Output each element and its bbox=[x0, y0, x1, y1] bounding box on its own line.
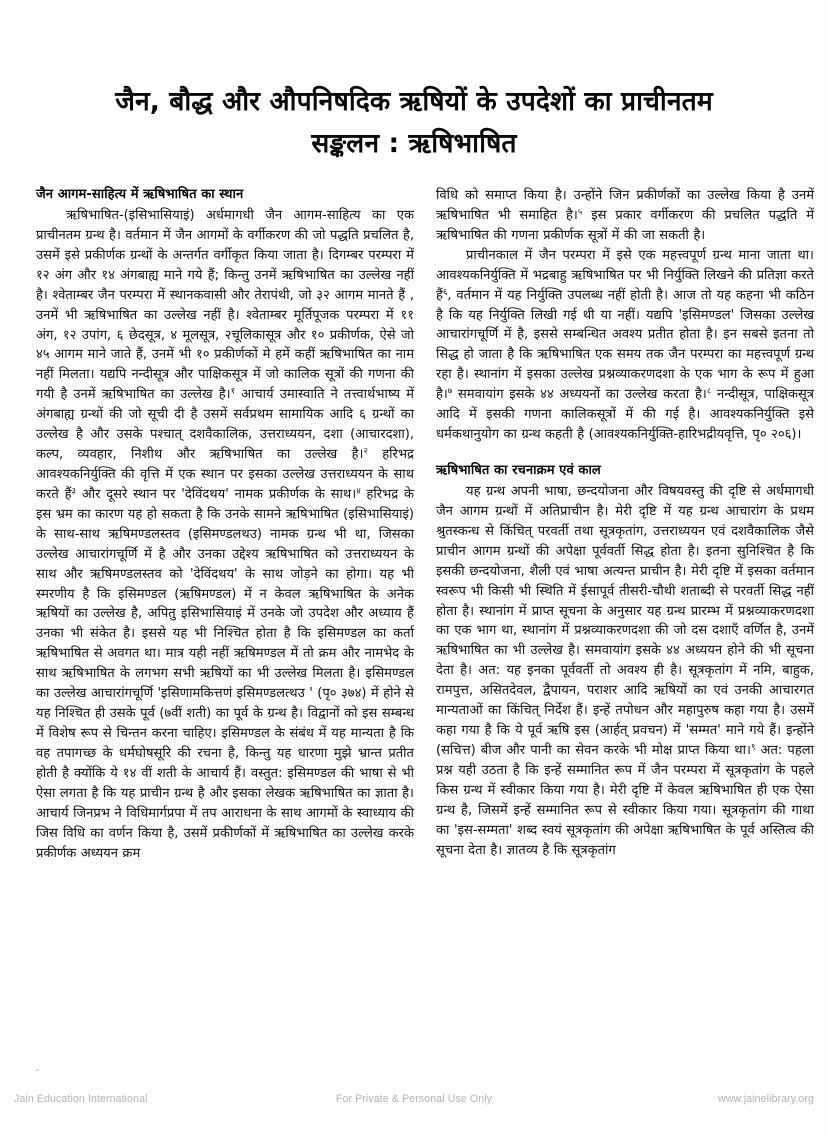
para-text-part-1: प्राचीनकाल में जैन परम्परा में इसे एक महत्त्वपूर्ण ग्रन्थ माना जाता था। आवश्यकनिर्युक्ति में भद्रबाहु ऋषिभाषित पर भी निर्युक्ति लिखने की प्रतिज्ञा करते हैं bbox=[436, 247, 814, 303]
para-text-part-2: , वर्तमान में यह निर्युक्ति उपलब्ध नहीं होती है। आज तो यह कहना भी कठिन है कि यह निर्युक्ति लिखी गई थी या नहीं। यद्यपि 'इसिमण्डल' जिसका उल्लेख आचारांगचूर्णि में है, इससे सम्बन्धित अवश्य प्रतीत होता है। इन सबसे इतना तो सिद्ध हो जाता है कि ऋषिभाषित एक समय तक जैन परम्परा का महत्त्वपूर्ण ग्रन्थ रहा है। स्थानांग में इसका उल्लेख प्रश्नव्याकरणदशा के एक भाग के रूप में हुआ है। bbox=[436, 287, 814, 403]
page-footer bbox=[0, 1091, 828, 1107]
left-column bbox=[36, 186, 414, 1051]
right-section-heading: ऋषिभाषित का रचनाक्रम एवं काल bbox=[436, 462, 601, 478]
right-column bbox=[436, 186, 814, 1051]
footer-center-text: For Private & Personal Use Only bbox=[335, 1093, 493, 1105]
footnote-marker: २ bbox=[363, 446, 368, 457]
para-text-part-1: ऋषिभाषित-(इसिभासियाइं) अर्धमागधी जैन आगम-साहित्य का एक प्राचीनतम ग्रन्थ है। वर्तमान में जैन आगमों के वर्गीकरण की जो पद्धति प्रचलित है, उसमें इसे प्रकीर्णक ग्रन्थों के अन्तर्गत वर्गीकृत किया जाता है। दिगम्बर परम्परा में १२ अंग और १४ अंगबाह्य माने गये हैं; किन्तु उनमें ऋषिभाषित का उल्लेख नहीं है। श्वेताम्बर जैन परम्परा में स्थानकवासी और तेरापंथी, जो ३२ आगम मानते हैं , उनमें भी ऋषिभाषित का उल्लेख नहीं है। श्वेताम्बर मूर्तिपूजक परम्परा में ११ अंग, १२ उपांग, ६ छेदसूत्र, ४ मूलसूत्र, २चूलिकासूत्र और १० प्रकीर्णक, ऐसे जो ४५ आगम माने जाते हैं, उनमें भी १० प्रकीर्णकों मे हमें कहीं ऋषिभाषित का नाम नहीं मिलता। यद्यपि नन्दीसूत्र और पाक्षिकसूत्र में जो कालिक सूत्रों की गणना की गयी है उनमें ऋषिभाषित का उल्लेख है। bbox=[36, 208, 414, 403]
para-text-part-1: यह ग्रन्थ अपनी भाषा, छन्दयोजना और विषयवस्तु की दृष्टि से अर्धमागधी जैन आगम ग्रन्थों में अतिप्राचीन है। मेरी दृष्टि में यह ग्रन्थ आचारांग के प्रथम श्रुतस्कन्ध से किंचित् परवर्ती तथा सूत्रकृतांग, उत्तराध्ययन एवं दशवैकालिक जैसे प्राचीन आगम ग्रन्थों की अपेक्षा पूर्ववर्ती सिद्ध होता है। इतना सुनिश्चित है कि इसकी छन्दयोजना, शैली एवं भाषा अत्यन्त प्राचीन है। मेरी दृष्टि में इसका वर्तमान स्वरूप भी किसी भी स्थिति में ईसापूर्व तीसरी-चौथी शताब्दी से परवर्ती सिद्ध नहीं होता है। स्थानांग में प्राप्त सूचना के अनुसार यह ग्रन्थ प्रारम्भ में प्रश्नव्याकरणदशा का एक भाग था, स्थानांग में प्रश्नव्याकरणदशा की जो दस दशाएँ वर्णित है, उनमें ऋषिभाषित का भी उल्लेख है। समवायांग इसके ४४ अध्ययन होने की भी सूचना देता है। अत: यह इनका पूर्ववर्ती तो अवश्य ही है। सूत्रकृतांग में नमि, बाहुक, रामपुत्त, असितदेवल, द्वैपायन, पराशर आदि ऋषियों का एवं उनकी आचारगत मान्यताओं का किंचित् निर्देश हैं। इन्हें तपोधन और महापुरुष कहा गया है। उसमें कहा गया है कि ये पूर्व ऋषि इस (आर्हत् प्रवचन) में 'सम्मत' माने गये हैं। इन्होंने (सचित्त) बीज और पानी का सेवन करके भी मोक्ष प्राप्त किया था। bbox=[436, 484, 815, 758]
footnote-marker: ८ bbox=[706, 386, 712, 397]
para-text-part-2: अत: पहला प्रश्न यही उठता है कि इन्हें सम्मानित रूप में जैन परम्परा में सूत्रकृतांग के पहले किस ग्रन्थ में स्वीकार किया गया है। मेरी दृष्टि में केवल ऋषिभाषित ही एक ऐसा ग्रन्थ है, जिसमें इन्हें सम्मानित रूप से स्वीकार किया गया। सूत्रकृतांग की गाथा का 'इस-सम्मता' शब्द स्वयं सूत्रकृतांग की अपेक्षा ऋषिभाषित के पूर्व अस्तित्व की सूचना देता है। ज्ञातव्य है कि सूत्रकृतांग bbox=[436, 742, 814, 858]
right-paragraph-2 bbox=[436, 246, 814, 445]
page-title bbox=[0, 0, 828, 164]
title-line-1: जैन, बौद्ध और औपनिषदिक ऋषियों के उपदेशों का प्राचीनतम bbox=[115, 86, 713, 117]
right-paragraph-continued bbox=[436, 186, 814, 246]
left-section-heading: जैन आगम-साहित्य में ऋषिभाषित का स्थान bbox=[36, 187, 244, 202]
para-text-part-4: और दूसरे स्थान पर 'देविंदथय' नामक प्रकीर्णक के साथ। bbox=[75, 486, 357, 502]
footer-left-text: Jain Education International bbox=[14, 1093, 148, 1105]
para-text-part-3: हरिभद्र आवश्यकनिर्युक्ति की वृत्ति में एक स्थान पर इसका उल्लेख उत्तराध्ययन के साथ करते हैं bbox=[36, 447, 414, 502]
left-paragraph-1 bbox=[36, 206, 414, 863]
para-text-part-3: समवायांग इसके ४४ अध्ययनों का उल्लेख करता है। bbox=[452, 387, 707, 403]
para-text-part-5: हरिभद्र के इस भ्रम का कारण यह हो सकता है कि उनके सामने ऋषिभाषित (इसिभासियाइं) के साथ-साथ ऋषिमण्डलस्तव (इसिमण्डलथउ) नामक ग्रन्थ भी था, जिसका उल्लेख आचारांगचूर्णि में है और उनका उद्देश्य ऋषिभाषित को उत्तराध्ययन के साथ और ऋषिमण्डलस्तव को 'देविंदथय' के साथ जोड़ने का होगा। यह भी स्मरणीय है कि इसिमण्डल (ऋषिमण्डल) में न केवल ऋषिभाषित के अनेक ऋषियों का उल्लेख है, अपितु इसिभासियाइं में उनके जो उपदेश और अध्याय हैं उनका भी संकेत है। इससे यह भी निश्चित होता है कि इसिमण्डल का कर्ता ऋषिभाषित से अवगत था। मात्र यही नहीं ऋषिमण्डल में तो क्रम और नामभेद के साथ ऋषिभाषित के लगभग सभी ऋषियों का भी उल्लेख मिलता है। इसिमण्डल का उल्लेख आचारांगचूर्णि 'इसिणामकित्तणं इसिमण्डलत्थउ ' (पृ० ३७४) में होने से यह निश्चित ही उसके पूर्व (७वीं शती) का पूर्व के ग्रन्थ है। विद्वानों को इस सम्बन्ध में विशेष रूप से चिन्तन करना चाहिए। इसिमण्डल के संबंध में यह मान्यता है कि वह तपागच्छ के धर्मघोषसूरि की रचना है, किन्तु यह धारणा मुझे भ्रान्त प्रतीत होती है क्योंकि ये १४ वीं शती के आचार्य हैं। वस्तुत: इसिमण्डल की भाषा से भी ऐसा लगता है कि यह प्राचीन ग्रन्थ है और इसका लेखक ऋषिभाषित का ज्ञाता है। आचार्य जिनप्रभ ने विधिमार्गप्रपा में तप आराधना के साथ आगमों के स्वाध्याय की जिस विधि का वर्णन किया है, उसमें प्रकीर्णकों में ऋषिभाषित का उल्लेख करके प्रकीर्णक अध्ययन क्रम bbox=[36, 486, 414, 861]
footnote-marker: ९ bbox=[750, 742, 756, 753]
footer-right-link[interactable]: www.jainelibrary.org bbox=[717, 1093, 814, 1105]
two-column-body bbox=[36, 186, 815, 1051]
footnote-marker: ५ bbox=[577, 207, 583, 218]
footnote-marker: ४ bbox=[356, 486, 361, 497]
para-text-part-2: इस प्रकार वर्गीकरण की प्रचलित पद्धति में ऋषिभाषित की गणना प्रकीर्णक सूत्रों में की जा सकती है। bbox=[436, 207, 815, 243]
footnote-marker: १ bbox=[230, 386, 235, 397]
para-text-part-1: विधि को समाप्त किया है। उन्होंने जिन प्रकीर्णकों का उल्लेख किया है उनमें ऋषिभाषित भी समाहित है। bbox=[436, 188, 814, 223]
footnote-marker: ७ bbox=[447, 386, 453, 397]
footnote-marker: ३ bbox=[71, 486, 76, 497]
right-paragraph-3 bbox=[436, 482, 814, 861]
title-line-2: सङ्कलन : ऋषिभाषित bbox=[311, 127, 517, 159]
scan-artifact-speck bbox=[36, 1069, 39, 1071]
footnote-marker: ६ bbox=[442, 286, 448, 297]
para-text-part-2: आचार्य उमास्वाति ने तत्त्वार्थभाष्य में अंगबाह्य ग्रन्थों की जो सूची दी है उसमें सर्वप्रथम सामायिक आदि ६ ग्रन्थों का उल्लेख है और उसके पश्चात् दशवैकालिक, उत्तराध्ययन, दशा (आचारदशा), कल्प, व्यवहार, निशीथ और ऋषिभाषित का उल्लेख है। bbox=[36, 387, 414, 463]
para-text-part-4: नन्दीसूत्र, पाक्षिकसूत्र आदि में इसकी गणना कालिकसूत्रों में की गई है। आवश्यकनिर्युक्ति इसे धर्मकथानुयोग का ग्रन्थ कहती है (आवश्यकनिर्युक्ति-हारिभद्रीयवृत्ति, पृ० २०६)। bbox=[436, 387, 814, 443]
